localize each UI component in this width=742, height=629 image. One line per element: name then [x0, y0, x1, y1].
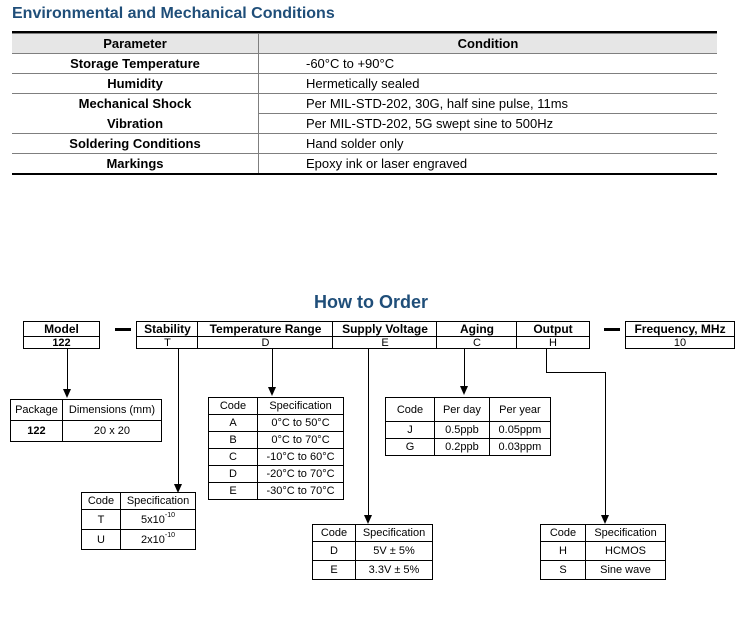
arrow-down-icon	[601, 515, 609, 524]
aging-box	[436, 321, 517, 349]
env-cond: Epoxy ink or laser engraved	[259, 154, 718, 174]
env-cond: Per MIL-STD-202, 5G swept sine to 500Hz	[259, 114, 718, 134]
code-cell: B	[209, 432, 258, 449]
table-header-row	[209, 398, 344, 415]
code-header: Code	[386, 398, 435, 422]
spec-cell: -20°C to 70°C	[258, 466, 344, 483]
connector-line	[464, 349, 465, 387]
table-row	[209, 415, 344, 432]
output-box	[516, 321, 590, 349]
code-cell: A	[209, 415, 258, 432]
dimensions-header: Dimensions (mm)	[62, 400, 161, 421]
separator-dash	[604, 328, 620, 331]
stability-table	[81, 492, 196, 550]
connector-line	[368, 349, 369, 516]
temperature-table	[208, 397, 344, 500]
frequency-box	[625, 321, 735, 349]
spec-cell: 5V ± 5%	[356, 542, 433, 561]
order-title: How to Order	[313, 292, 428, 312]
spec-header: Specification	[258, 398, 344, 415]
code-header: Code	[313, 525, 356, 542]
code-cell: U	[82, 530, 121, 550]
arrow-down-icon	[364, 515, 372, 524]
table-header-row	[386, 398, 551, 422]
package-code: 122	[11, 421, 63, 442]
spec-exponent: -10	[164, 531, 175, 539]
spec-header: Specification	[121, 493, 196, 510]
spec-cell	[121, 530, 196, 550]
env-cond: Hermetically sealed	[259, 74, 718, 94]
env-param: Storage Temperature	[12, 54, 259, 74]
env-title: Environmental and Mechanical Conditions	[12, 5, 335, 22]
spec-header: Specification	[356, 525, 433, 542]
separator-dash	[115, 328, 131, 331]
spec-base: 2x10	[141, 533, 165, 546]
env-header-param: Parameter	[12, 34, 259, 54]
package-dimensions: 20 x 20	[62, 421, 161, 442]
spec-cell: 0°C to 50°C	[258, 415, 344, 432]
spec-cell: 3.3V ± 5%	[356, 561, 433, 580]
code-cell: T	[82, 510, 121, 530]
supply-box	[332, 321, 437, 349]
code-cell: C	[209, 449, 258, 466]
table-row	[313, 542, 433, 561]
env-param: Humidity	[12, 74, 259, 94]
spec-cell	[121, 510, 196, 530]
stability-box	[136, 321, 198, 349]
code-cell: G	[386, 439, 435, 456]
code-cell: D	[209, 466, 258, 483]
output-table	[540, 524, 666, 580]
stability-value: T	[164, 337, 171, 349]
supply-table	[312, 524, 433, 580]
arrow-down-icon	[460, 386, 468, 395]
env-table	[12, 33, 717, 173]
aging-table	[385, 397, 551, 456]
model-box	[23, 321, 100, 349]
model-value: 122	[52, 337, 71, 349]
spec-cell: -10°C to 60°C	[258, 449, 344, 466]
code-header: Code	[209, 398, 258, 415]
arrow-down-icon	[63, 389, 71, 398]
aging-value: C	[473, 337, 481, 349]
per-day-header: Per day	[435, 398, 490, 422]
table-row	[12, 154, 717, 174]
table-row	[12, 54, 717, 74]
env-param: Markings	[12, 154, 259, 174]
table-row	[313, 561, 433, 580]
code-header: Code	[82, 493, 121, 510]
connector-line	[605, 372, 606, 517]
per-year-cell: 0.05ppm	[489, 422, 550, 439]
table-header-row	[541, 525, 666, 542]
aging-label: Aging	[437, 322, 517, 337]
temperature-box	[197, 321, 333, 349]
arrow-down-icon	[268, 387, 276, 396]
code-cell: D	[313, 542, 356, 561]
per-year-cell: 0.03ppm	[489, 439, 550, 456]
table-row	[209, 466, 344, 483]
per-day-cell: 0.2ppb	[435, 439, 490, 456]
table-header-row	[11, 400, 162, 421]
spec-cell: HCMOS	[586, 542, 666, 561]
connector-line	[546, 372, 606, 373]
env-param: Mechanical Shock	[12, 94, 259, 114]
env-param: Vibration	[12, 114, 259, 134]
env-cond: -60°C to +90°C	[259, 54, 718, 74]
table-row	[209, 449, 344, 466]
code-header: Code	[541, 525, 586, 542]
table-row	[12, 74, 717, 94]
code-cell: E	[209, 483, 258, 500]
table-row	[82, 530, 196, 550]
table-row	[209, 432, 344, 449]
connector-line	[67, 349, 68, 390]
code-cell: E	[313, 561, 356, 580]
table-row	[11, 421, 162, 442]
env-cond: Per MIL-STD-202, 30G, half sine pulse, 11ms	[259, 94, 718, 114]
package-header: Package	[11, 400, 63, 421]
env-header-cond: Condition	[259, 34, 718, 54]
table-header-row	[313, 525, 433, 542]
frequency-label: Frequency, MHz	[626, 322, 734, 337]
env-cond: Hand solder only	[259, 134, 718, 154]
table-row	[541, 542, 666, 561]
table-row	[12, 134, 717, 154]
stability-label: Stability	[137, 322, 198, 337]
code-cell: S	[541, 561, 586, 580]
model-label: Model	[24, 322, 99, 337]
code-cell: J	[386, 422, 435, 439]
temperature-label: Temperature Range	[198, 322, 333, 337]
output-value: H	[549, 337, 557, 349]
output-label: Output	[517, 322, 589, 337]
frequency-value: 10	[673, 337, 687, 349]
code-cell: H	[541, 542, 586, 561]
env-param: Soldering Conditions	[12, 134, 259, 154]
table-row	[12, 114, 717, 134]
connector-line	[272, 349, 273, 390]
table-row	[82, 510, 196, 530]
spec-cell: Sine wave	[586, 561, 666, 580]
per-day-cell: 0.5ppb	[435, 422, 490, 439]
temperature-value: D	[261, 337, 270, 349]
connector-line	[546, 349, 547, 373]
per-year-header: Per year	[489, 398, 550, 422]
supply-label: Supply Voltage	[333, 322, 437, 337]
table-row	[12, 94, 717, 114]
table-row	[386, 439, 551, 456]
spec-exponent: -10	[164, 511, 175, 519]
spec-cell: -30°C to 70°C	[258, 483, 344, 500]
env-table-frame	[12, 31, 717, 175]
env-header-row	[12, 34, 717, 54]
connector-line	[178, 349, 179, 488]
table-row	[541, 561, 666, 580]
spec-cell: 0°C to 70°C	[258, 432, 344, 449]
table-row	[386, 422, 551, 439]
spec-header: Specification	[586, 525, 666, 542]
package-table	[10, 399, 162, 442]
table-header-row	[82, 493, 196, 510]
table-row	[209, 483, 344, 500]
spec-base: 5x10	[141, 513, 165, 526]
supply-value: E	[381, 337, 389, 349]
